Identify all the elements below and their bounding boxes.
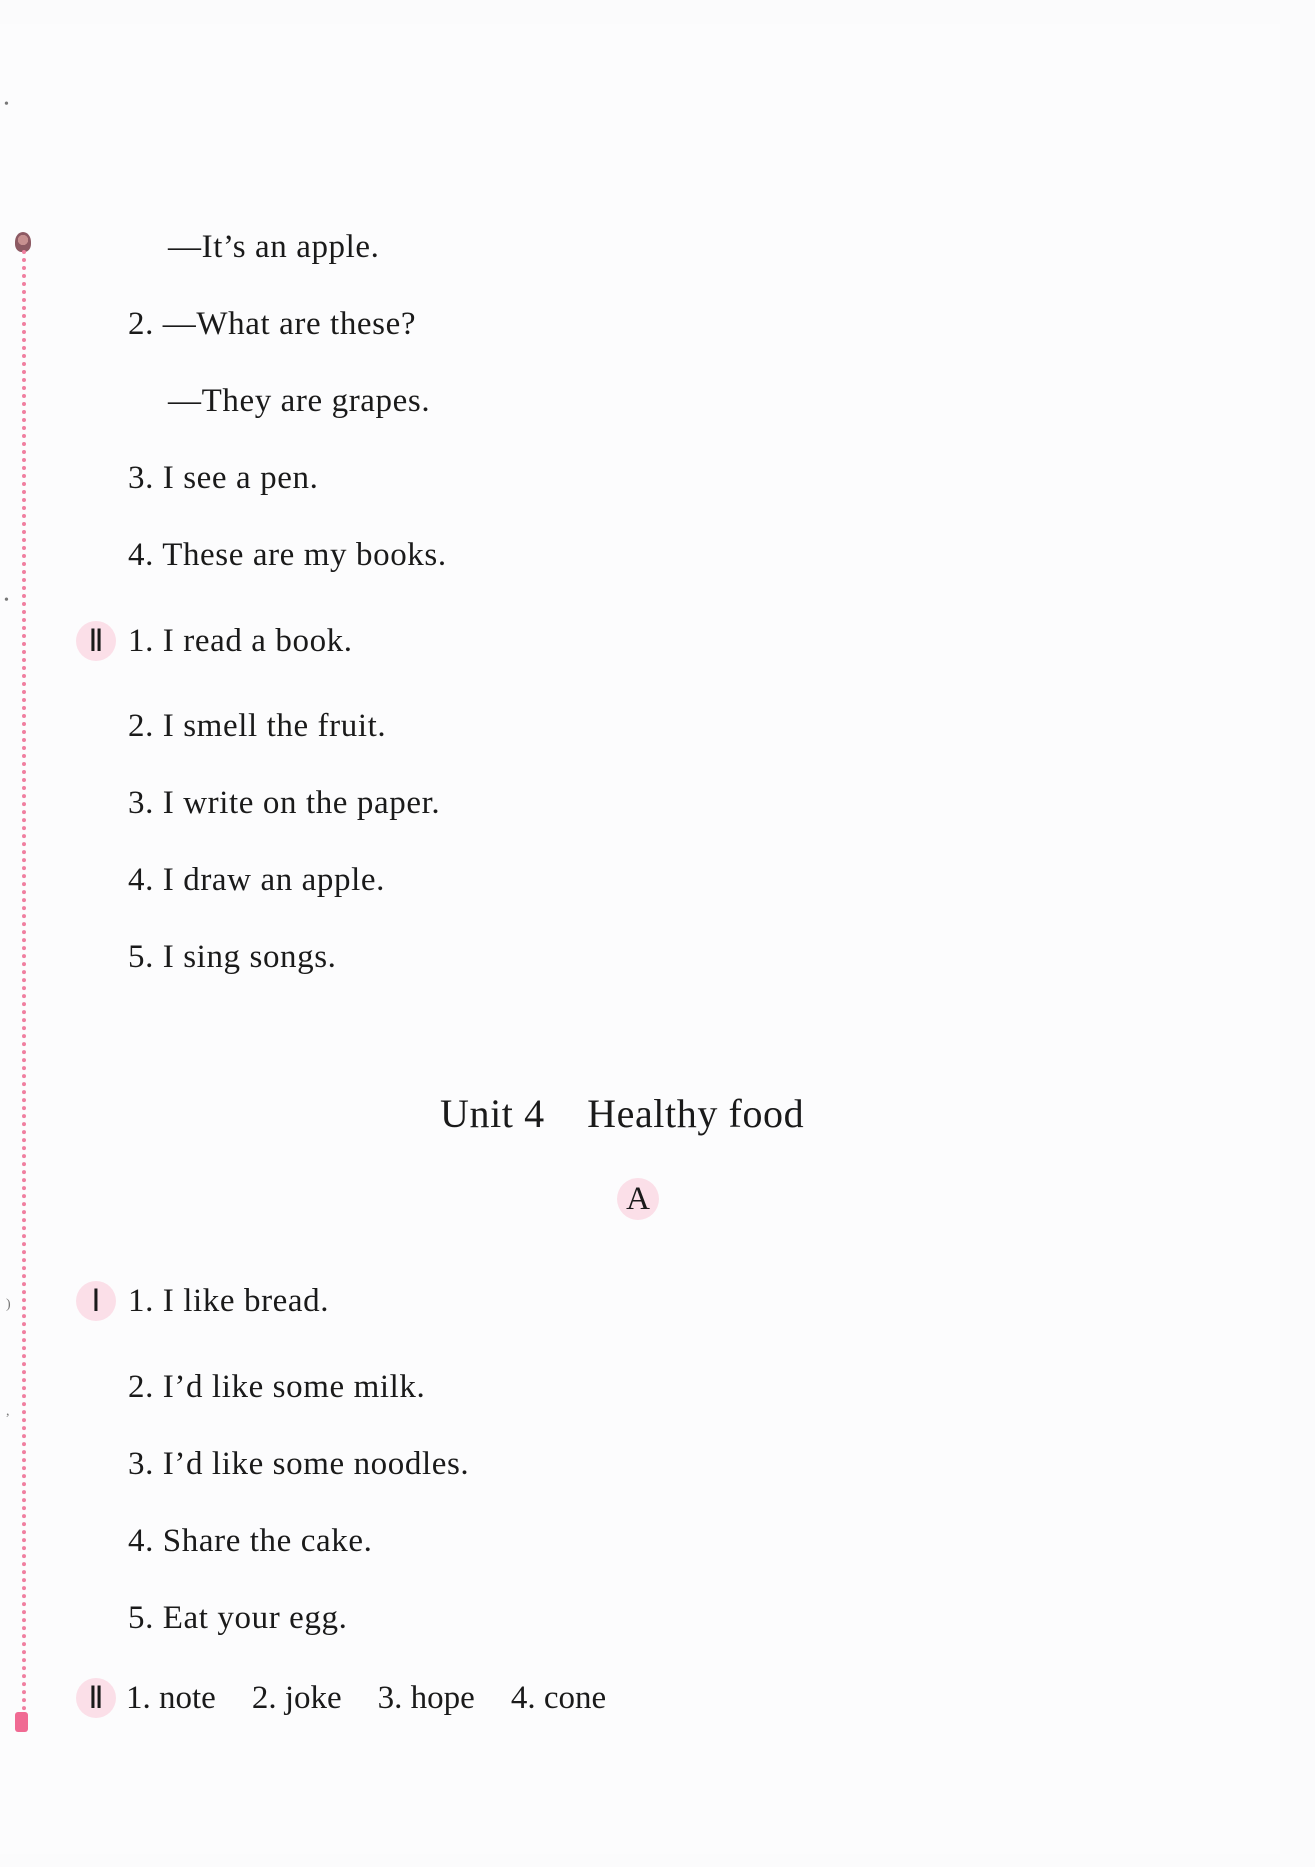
- answer-line: 5. I sing songs.: [128, 939, 337, 975]
- answer-line: 4. These are my books.: [128, 537, 447, 573]
- answer-line: —They are grapes.: [168, 383, 431, 419]
- answer-line: 2. I smell the fruit.: [128, 708, 387, 744]
- section-badge: A: [617, 1178, 659, 1220]
- unit-title: Unit 4 Healthy food: [440, 1091, 805, 1136]
- answer-line: 3. I write on the paper.: [128, 785, 441, 821]
- binding-top-mark: [15, 232, 31, 252]
- answer-line: 3. I’d like some noodles.: [128, 1446, 470, 1482]
- scan-speck: •: [4, 97, 9, 112]
- part-one-marker: Ⅰ: [76, 1281, 116, 1321]
- word-answer: 3. hope: [377, 1680, 475, 1716]
- answer-line: 4. I draw an apple.: [128, 862, 385, 898]
- word-answer: 4. cone: [510, 1680, 607, 1716]
- word-answer: 2. joke: [251, 1680, 342, 1716]
- binding-bottom-mark: [15, 1712, 28, 1732]
- binding-dotted-line: [22, 250, 26, 1720]
- scan-speck: ,: [6, 1404, 10, 1419]
- scan-speck: •: [4, 593, 9, 608]
- part-two-marker: Ⅱ: [76, 621, 116, 661]
- answer-line: 1. I like bread.: [128, 1283, 330, 1319]
- answer-line: 2. I’d like some milk.: [128, 1369, 426, 1405]
- part-two-marker: Ⅱ: [76, 1678, 116, 1718]
- scan-speck: ): [6, 1297, 11, 1312]
- answer-line: 5. Eat your egg.: [128, 1600, 348, 1636]
- answer-line: —It’s an apple.: [168, 229, 380, 265]
- answer-line: 1. I read a book.: [128, 623, 353, 659]
- word-answer-row: [126, 1678, 606, 1718]
- answer-line: 3. I see a pen.: [128, 460, 319, 496]
- word-answer: 1. note: [126, 1680, 216, 1716]
- answer-line: 4. Share the cake.: [128, 1523, 373, 1559]
- answer-line: 2. —What are these?: [128, 306, 417, 342]
